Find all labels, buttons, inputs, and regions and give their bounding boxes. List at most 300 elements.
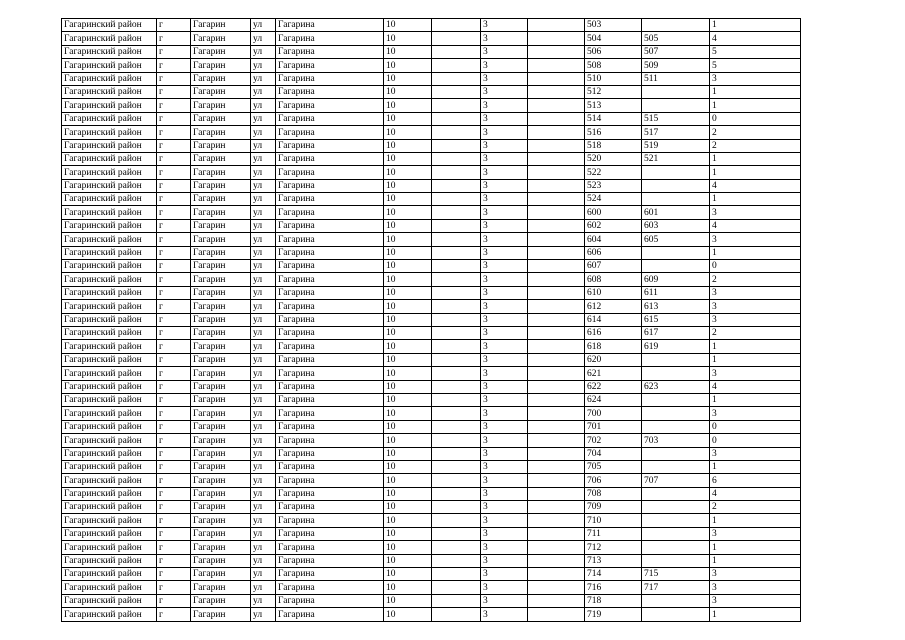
cell-street_type: ул xyxy=(251,45,276,58)
cell-city: Гагарин xyxy=(191,59,251,72)
cell-house: 701 xyxy=(585,420,642,433)
cell-district: Гагаринский район xyxy=(62,32,157,45)
cell-district: Гагаринский район xyxy=(62,353,157,366)
cell-house: 718 xyxy=(585,594,642,607)
cell-house2 xyxy=(642,353,710,366)
cell-district: Гагаринский район xyxy=(62,407,157,420)
cell-blank2 xyxy=(528,260,585,273)
cell-num: 10 xyxy=(384,19,432,32)
cell-blank xyxy=(432,514,481,527)
cell-district: Гагаринский район xyxy=(62,447,157,460)
cell-num: 10 xyxy=(384,313,432,326)
cell-house: 524 xyxy=(585,193,642,206)
cell-street_type: ул xyxy=(251,474,276,487)
cell-house: 614 xyxy=(585,313,642,326)
cell-blank xyxy=(432,340,481,353)
cell-house: 513 xyxy=(585,99,642,112)
cell-street: Гагарина xyxy=(276,407,384,420)
cell-type: г xyxy=(157,514,191,527)
cell-blank2 xyxy=(528,608,585,621)
cell-house: 712 xyxy=(585,541,642,554)
cell-city: Гагарин xyxy=(191,166,251,179)
cell-house: 700 xyxy=(585,407,642,420)
cell-district: Гагаринский район xyxy=(62,260,157,273)
cell-count: 0 xyxy=(710,434,801,447)
cell-blank xyxy=(432,219,481,232)
cell-count: 3 xyxy=(710,407,801,420)
cell-city: Гагарин xyxy=(191,246,251,259)
cell-count: 0 xyxy=(710,260,801,273)
cell-num: 10 xyxy=(384,594,432,607)
cell-blank xyxy=(432,594,481,607)
cell-city: Гагарин xyxy=(191,353,251,366)
cell-city: Гагарин xyxy=(191,139,251,152)
cell-city: Гагарин xyxy=(191,420,251,433)
cell-type: г xyxy=(157,300,191,313)
cell-city: Гагарин xyxy=(191,594,251,607)
cell-num2: 3 xyxy=(481,326,528,339)
cell-num2: 3 xyxy=(481,514,528,527)
cell-district: Гагаринский район xyxy=(62,514,157,527)
cell-blank xyxy=(432,72,481,85)
table-row xyxy=(62,353,801,366)
cell-num2: 3 xyxy=(481,434,528,447)
cell-street: Гагарина xyxy=(276,460,384,473)
table-row xyxy=(62,286,801,299)
table-row xyxy=(62,367,801,380)
cell-num2: 3 xyxy=(481,340,528,353)
cell-house2: 517 xyxy=(642,126,710,139)
cell-num: 10 xyxy=(384,45,432,58)
cell-district: Гагаринский район xyxy=(62,72,157,85)
cell-num: 10 xyxy=(384,179,432,192)
cell-blank xyxy=(432,353,481,366)
cell-city: Гагарин xyxy=(191,340,251,353)
cell-city: Гагарин xyxy=(191,32,251,45)
cell-blank xyxy=(432,59,481,72)
cell-street_type: ул xyxy=(251,85,276,98)
cell-count: 1 xyxy=(710,19,801,32)
cell-district: Гагаринский район xyxy=(62,45,157,58)
cell-blank xyxy=(432,273,481,286)
cell-num2: 3 xyxy=(481,260,528,273)
cell-city: Гагарин xyxy=(191,179,251,192)
cell-street_type: ул xyxy=(251,420,276,433)
cell-house: 508 xyxy=(585,59,642,72)
cell-house: 608 xyxy=(585,273,642,286)
cell-num: 10 xyxy=(384,541,432,554)
table-row xyxy=(62,85,801,98)
cell-street_type: ул xyxy=(251,487,276,500)
cell-district: Гагаринский район xyxy=(62,420,157,433)
cell-count: 4 xyxy=(710,32,801,45)
table-row xyxy=(62,300,801,313)
cell-num2: 3 xyxy=(481,139,528,152)
table-row xyxy=(62,126,801,139)
cell-blank2 xyxy=(528,474,585,487)
cell-street_type: ул xyxy=(251,527,276,540)
cell-type: г xyxy=(157,420,191,433)
cell-street: Гагарина xyxy=(276,326,384,339)
cell-num: 10 xyxy=(384,85,432,98)
cell-house2: 615 xyxy=(642,313,710,326)
cell-count: 4 xyxy=(710,380,801,393)
table-row xyxy=(62,380,801,393)
cell-num: 10 xyxy=(384,112,432,125)
cell-street: Гагарина xyxy=(276,393,384,406)
cell-street_type: ул xyxy=(251,193,276,206)
cell-house: 719 xyxy=(585,608,642,621)
table-row xyxy=(62,273,801,286)
cell-count: 3 xyxy=(710,527,801,540)
cell-blank2 xyxy=(528,527,585,540)
cell-street_type: ул xyxy=(251,581,276,594)
cell-count: 3 xyxy=(710,286,801,299)
cell-blank xyxy=(432,460,481,473)
cell-house2: 617 xyxy=(642,326,710,339)
cell-num: 10 xyxy=(384,447,432,460)
cell-city: Гагарин xyxy=(191,152,251,165)
cell-blank xyxy=(432,152,481,165)
cell-street: Гагарина xyxy=(276,260,384,273)
cell-blank xyxy=(432,487,481,500)
cell-blank2 xyxy=(528,286,585,299)
cell-house: 607 xyxy=(585,260,642,273)
table-row xyxy=(62,112,801,125)
cell-street_type: ул xyxy=(251,246,276,259)
cell-district: Гагаринский район xyxy=(62,554,157,567)
cell-street: Гагарина xyxy=(276,447,384,460)
cell-house: 708 xyxy=(585,487,642,500)
cell-district: Гагаринский район xyxy=(62,340,157,353)
cell-blank xyxy=(432,527,481,540)
cell-count: 3 xyxy=(710,594,801,607)
cell-num2: 3 xyxy=(481,126,528,139)
table-row xyxy=(62,541,801,554)
cell-house2: 611 xyxy=(642,286,710,299)
cell-street_type: ул xyxy=(251,460,276,473)
cell-house: 518 xyxy=(585,139,642,152)
cell-district: Гагаринский район xyxy=(62,541,157,554)
cell-num: 10 xyxy=(384,581,432,594)
cell-num2: 3 xyxy=(481,367,528,380)
cell-num2: 3 xyxy=(481,193,528,206)
cell-city: Гагарин xyxy=(191,112,251,125)
cell-city: Гагарин xyxy=(191,206,251,219)
cell-blank xyxy=(432,126,481,139)
cell-house: 514 xyxy=(585,112,642,125)
cell-house2: 603 xyxy=(642,219,710,232)
cell-type: г xyxy=(157,72,191,85)
cell-city: Гагарин xyxy=(191,514,251,527)
cell-street_type: ул xyxy=(251,99,276,112)
cell-street: Гагарина xyxy=(276,85,384,98)
cell-street_type: ул xyxy=(251,554,276,567)
cell-count: 2 xyxy=(710,139,801,152)
cell-house: 522 xyxy=(585,166,642,179)
cell-blank2 xyxy=(528,594,585,607)
cell-city: Гагарин xyxy=(191,581,251,594)
cell-city: Гагарин xyxy=(191,568,251,581)
cell-num2: 3 xyxy=(481,568,528,581)
cell-district: Гагаринский район xyxy=(62,179,157,192)
cell-num: 10 xyxy=(384,434,432,447)
cell-num2: 3 xyxy=(481,45,528,58)
cell-blank2 xyxy=(528,300,585,313)
cell-house2: 715 xyxy=(642,568,710,581)
cell-type: г xyxy=(157,608,191,621)
cell-blank2 xyxy=(528,219,585,232)
cell-street_type: ул xyxy=(251,166,276,179)
cell-type: г xyxy=(157,206,191,219)
cell-num2: 3 xyxy=(481,99,528,112)
cell-house: 709 xyxy=(585,501,642,514)
cell-street: Гагарина xyxy=(276,487,384,500)
cell-city: Гагарин xyxy=(191,19,251,32)
cell-count: 1 xyxy=(710,99,801,112)
table-row xyxy=(62,193,801,206)
cell-blank2 xyxy=(528,434,585,447)
cell-house2: 601 xyxy=(642,206,710,219)
cell-blank2 xyxy=(528,447,585,460)
cell-district: Гагаринский район xyxy=(62,206,157,219)
cell-blank2 xyxy=(528,19,585,32)
cell-street: Гагарина xyxy=(276,608,384,621)
cell-type: г xyxy=(157,139,191,152)
cell-num: 10 xyxy=(384,326,432,339)
cell-street: Гагарина xyxy=(276,139,384,152)
cell-num2: 3 xyxy=(481,487,528,500)
cell-street: Гагарина xyxy=(276,45,384,58)
cell-district: Гагаринский район xyxy=(62,380,157,393)
cell-type: г xyxy=(157,32,191,45)
cell-blank2 xyxy=(528,407,585,420)
cell-house2 xyxy=(642,527,710,540)
table-row xyxy=(62,393,801,406)
cell-city: Гагарин xyxy=(191,527,251,540)
cell-street_type: ул xyxy=(251,541,276,554)
cell-district: Гагаринский район xyxy=(62,487,157,500)
cell-district: Гагаринский район xyxy=(62,246,157,259)
cell-blank2 xyxy=(528,32,585,45)
cell-house: 516 xyxy=(585,126,642,139)
cell-blank xyxy=(432,193,481,206)
cell-num: 10 xyxy=(384,420,432,433)
cell-blank2 xyxy=(528,45,585,58)
cell-street_type: ул xyxy=(251,112,276,125)
cell-house2 xyxy=(642,554,710,567)
cell-type: г xyxy=(157,246,191,259)
cell-city: Гагарин xyxy=(191,72,251,85)
cell-house: 616 xyxy=(585,326,642,339)
cell-num2: 3 xyxy=(481,152,528,165)
table-row xyxy=(62,166,801,179)
cell-type: г xyxy=(157,85,191,98)
cell-city: Гагарин xyxy=(191,541,251,554)
cell-street_type: ул xyxy=(251,447,276,460)
cell-street_type: ул xyxy=(251,219,276,232)
cell-blank xyxy=(432,554,481,567)
cell-blank xyxy=(432,286,481,299)
cell-num: 10 xyxy=(384,206,432,219)
cell-blank xyxy=(432,501,481,514)
cell-type: г xyxy=(157,554,191,567)
cell-city: Гагарин xyxy=(191,380,251,393)
cell-type: г xyxy=(157,19,191,32)
cell-street: Гагарина xyxy=(276,152,384,165)
cell-house2 xyxy=(642,367,710,380)
cell-city: Гагарин xyxy=(191,233,251,246)
cell-blank2 xyxy=(528,59,585,72)
cell-blank2 xyxy=(528,99,585,112)
table-row xyxy=(62,45,801,58)
cell-num2: 3 xyxy=(481,594,528,607)
cell-blank2 xyxy=(528,193,585,206)
cell-num2: 3 xyxy=(481,72,528,85)
cell-type: г xyxy=(157,460,191,473)
cell-blank xyxy=(432,99,481,112)
table-row xyxy=(62,594,801,607)
cell-blank2 xyxy=(528,152,585,165)
cell-blank2 xyxy=(528,112,585,125)
table-row xyxy=(62,340,801,353)
cell-num2: 3 xyxy=(481,393,528,406)
cell-house2: 505 xyxy=(642,32,710,45)
cell-house2 xyxy=(642,407,710,420)
cell-num: 10 xyxy=(384,514,432,527)
table-row xyxy=(62,59,801,72)
cell-house2: 717 xyxy=(642,581,710,594)
cell-street_type: ул xyxy=(251,179,276,192)
cell-type: г xyxy=(157,286,191,299)
cell-count: 3 xyxy=(710,568,801,581)
cell-street: Гагарина xyxy=(276,501,384,514)
cell-num: 10 xyxy=(384,393,432,406)
cell-num: 10 xyxy=(384,152,432,165)
cell-house2 xyxy=(642,460,710,473)
cell-type: г xyxy=(157,407,191,420)
cell-street: Гагарина xyxy=(276,286,384,299)
cell-count: 4 xyxy=(710,219,801,232)
cell-num: 10 xyxy=(384,166,432,179)
cell-num: 10 xyxy=(384,474,432,487)
cell-district: Гагаринский район xyxy=(62,233,157,246)
cell-count: 3 xyxy=(710,367,801,380)
cell-city: Гагарин xyxy=(191,99,251,112)
cell-count: 5 xyxy=(710,59,801,72)
cell-num2: 3 xyxy=(481,19,528,32)
cell-street_type: ул xyxy=(251,206,276,219)
table-row xyxy=(62,501,801,514)
cell-house2: 605 xyxy=(642,233,710,246)
cell-num: 10 xyxy=(384,233,432,246)
cell-district: Гагаринский район xyxy=(62,313,157,326)
cell-blank2 xyxy=(528,72,585,85)
cell-blank2 xyxy=(528,179,585,192)
cell-type: г xyxy=(157,233,191,246)
cell-blank2 xyxy=(528,380,585,393)
cell-count: 6 xyxy=(710,474,801,487)
cell-house2: 707 xyxy=(642,474,710,487)
table-row xyxy=(62,313,801,326)
cell-count: 1 xyxy=(710,608,801,621)
cell-district: Гагаринский район xyxy=(62,568,157,581)
cell-street: Гагарина xyxy=(276,179,384,192)
table-row xyxy=(62,434,801,447)
cell-street: Гагарина xyxy=(276,313,384,326)
cell-num: 10 xyxy=(384,340,432,353)
cell-house2: 613 xyxy=(642,300,710,313)
cell-count: 1 xyxy=(710,85,801,98)
cell-type: г xyxy=(157,487,191,500)
cell-street: Гагарина xyxy=(276,126,384,139)
table-row xyxy=(62,139,801,152)
cell-district: Гагаринский район xyxy=(62,85,157,98)
cell-city: Гагарин xyxy=(191,554,251,567)
cell-street_type: ул xyxy=(251,407,276,420)
table-row xyxy=(62,246,801,259)
cell-blank2 xyxy=(528,326,585,339)
cell-street: Гагарина xyxy=(276,541,384,554)
cell-street_type: ул xyxy=(251,353,276,366)
cell-house: 510 xyxy=(585,72,642,85)
cell-num: 10 xyxy=(384,72,432,85)
cell-street: Гагарина xyxy=(276,474,384,487)
cell-count: 4 xyxy=(710,179,801,192)
cell-num: 10 xyxy=(384,286,432,299)
cell-district: Гагаринский район xyxy=(62,474,157,487)
cell-num2: 3 xyxy=(481,32,528,45)
cell-num2: 3 xyxy=(481,179,528,192)
cell-house: 520 xyxy=(585,152,642,165)
cell-blank xyxy=(432,568,481,581)
cell-district: Гагаринский район xyxy=(62,393,157,406)
cell-blank xyxy=(432,541,481,554)
cell-num2: 3 xyxy=(481,300,528,313)
cell-blank2 xyxy=(528,568,585,581)
cell-blank xyxy=(432,367,481,380)
cell-type: г xyxy=(157,326,191,339)
cell-num: 10 xyxy=(384,260,432,273)
cell-blank2 xyxy=(528,139,585,152)
cell-blank xyxy=(432,112,481,125)
cell-street: Гагарина xyxy=(276,19,384,32)
cell-house: 503 xyxy=(585,19,642,32)
cell-city: Гагарин xyxy=(191,85,251,98)
table-row xyxy=(62,474,801,487)
cell-street: Гагарина xyxy=(276,300,384,313)
cell-house2 xyxy=(642,541,710,554)
table-row xyxy=(62,420,801,433)
cell-num: 10 xyxy=(384,99,432,112)
cell-num2: 3 xyxy=(481,166,528,179)
cell-house: 704 xyxy=(585,447,642,460)
cell-house: 610 xyxy=(585,286,642,299)
cell-blank xyxy=(432,179,481,192)
cell-blank xyxy=(432,420,481,433)
cell-blank2 xyxy=(528,126,585,139)
cell-blank xyxy=(432,581,481,594)
cell-house2 xyxy=(642,501,710,514)
table-row xyxy=(62,72,801,85)
cell-city: Гагарин xyxy=(191,326,251,339)
cell-house: 504 xyxy=(585,32,642,45)
cell-blank2 xyxy=(528,541,585,554)
cell-blank xyxy=(432,32,481,45)
cell-blank2 xyxy=(528,206,585,219)
cell-house2 xyxy=(642,99,710,112)
cell-count: 1 xyxy=(710,152,801,165)
